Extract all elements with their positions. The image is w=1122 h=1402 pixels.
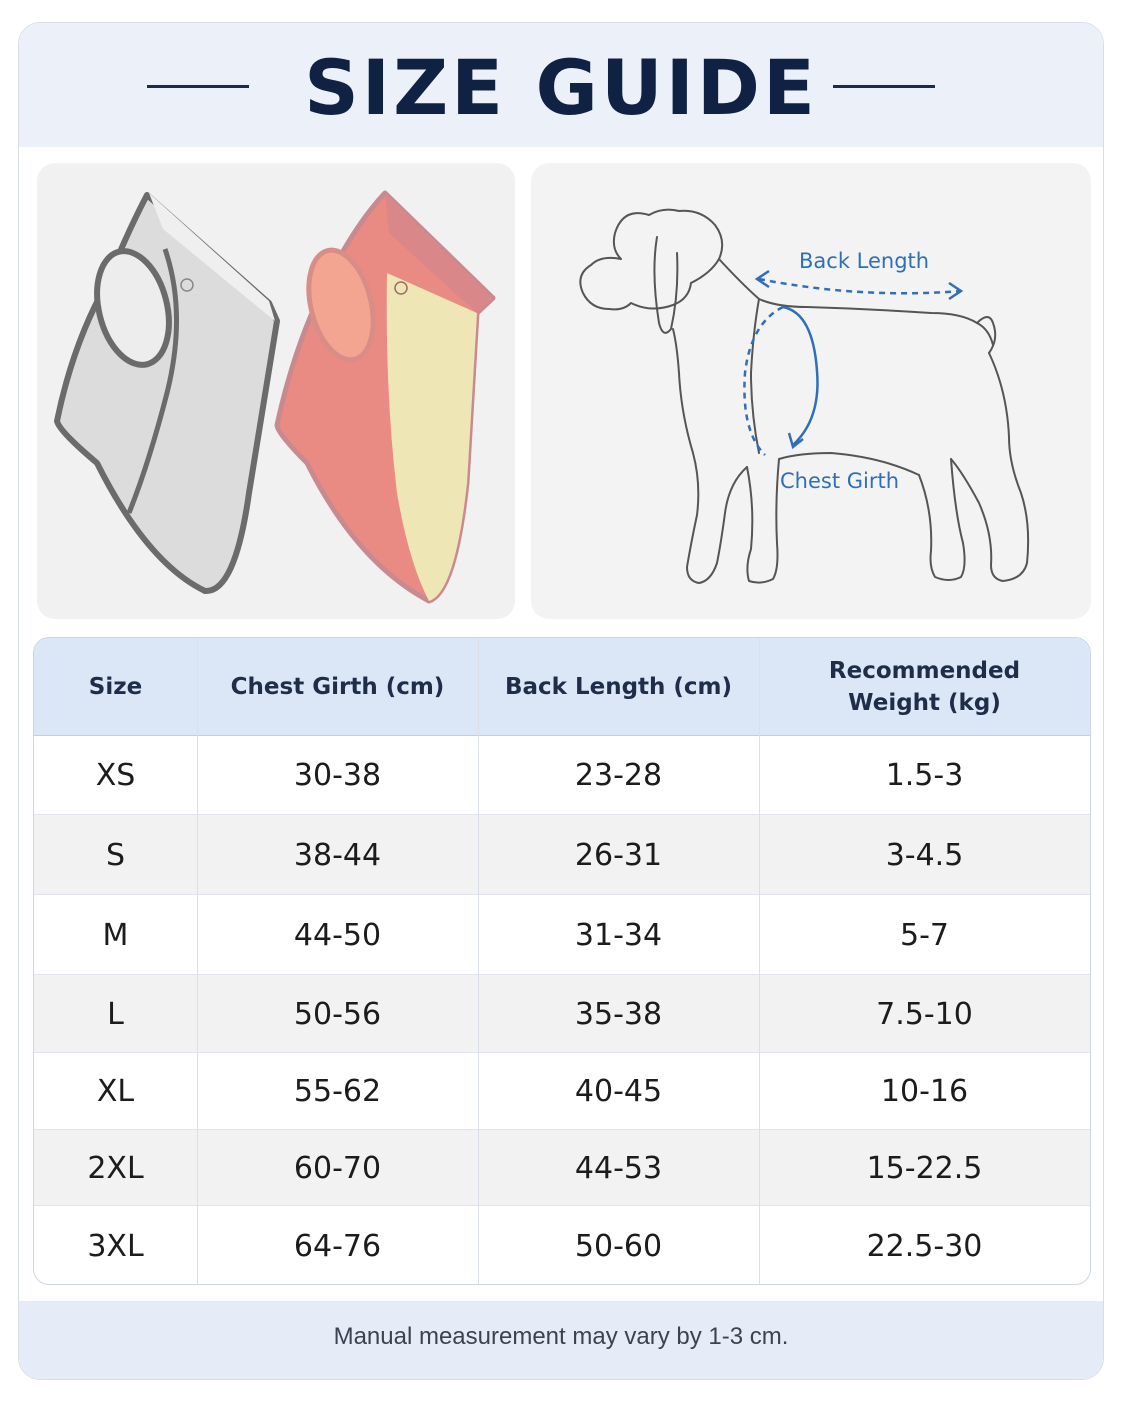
cell-size: 2XL [87,1150,144,1186]
header-weight-line1: Recommended [828,658,1021,684]
table-row [34,736,1090,815]
header-weight-line2: Weight (kg) [848,690,1001,716]
cell-back-length: 44-53 [574,1150,663,1186]
table-row [34,975,1090,1053]
cell-back-length: 50-60 [574,1228,663,1264]
cell-weight: 1.5-3 [885,758,964,793]
cell-chest-girth: 60-70 [293,1150,382,1186]
table-row [34,815,1090,895]
cell-weight: 7.5-10 [876,996,973,1032]
cell-size: XL [96,1074,135,1109]
cell-back-length: 26-31 [574,837,663,873]
grey-vest [57,193,277,591]
cell-chest-girth: 50-56 [293,996,382,1032]
footer [19,1301,1103,1380]
title-rule-right [833,85,935,88]
header-size: Size [88,674,143,700]
cell-chest-girth: 55-62 [293,1074,382,1109]
size-guide-card [18,22,1104,1380]
product-photo-panel [37,163,515,619]
cell-size: M [102,917,129,953]
page-title: SIZE GUIDE [304,43,818,132]
column-divider [197,638,198,1284]
cell-back-length: 23-28 [574,758,663,793]
cell-weight: 5-7 [900,917,949,953]
cell-weight: 10-16 [880,1074,969,1109]
cell-back-length: 31-34 [574,917,663,953]
dog-vest-image [37,163,515,619]
measurement-diagram [531,163,1091,619]
cell-weight: 22.5-30 [866,1228,983,1264]
measurement-note: Manual measurement may vary by 1-3 cm. [333,1323,789,1350]
table-row [34,895,1090,975]
cell-back-length: 35-38 [574,996,663,1032]
column-divider [478,638,479,1284]
cell-size: 3XL [87,1228,144,1264]
cell-weight: 15-22.5 [866,1150,983,1186]
chest-girth-label: Chest Girth [780,469,900,493]
cell-chest-girth: 30-38 [293,758,382,793]
back-length-arrow [757,271,961,299]
table-row [34,1206,1090,1285]
cell-weight: 3-4.5 [885,837,964,873]
table-row [34,1053,1090,1130]
header [19,23,1103,147]
header-chest-girth: Chest Girth (cm) [230,674,445,700]
pink-vest [277,193,493,601]
cell-back-length: 40-45 [574,1074,663,1109]
cell-size: S [105,837,126,873]
header-recommended-weight [759,638,1090,736]
size-table [33,637,1091,1285]
cell-chest-girth: 38-44 [293,837,382,873]
cell-size: L [107,996,124,1032]
back-length-label: Back Length [799,249,930,273]
column-divider [759,638,760,1284]
cell-size: XS [95,758,136,793]
dog-outline-illustration [531,163,1091,619]
table-row [34,1130,1090,1206]
table-header-row [34,638,1090,736]
cell-chest-girth: 44-50 [293,917,382,953]
cell-chest-girth: 64-76 [293,1228,382,1264]
header-back-length: Back Length (cm) [504,674,733,700]
